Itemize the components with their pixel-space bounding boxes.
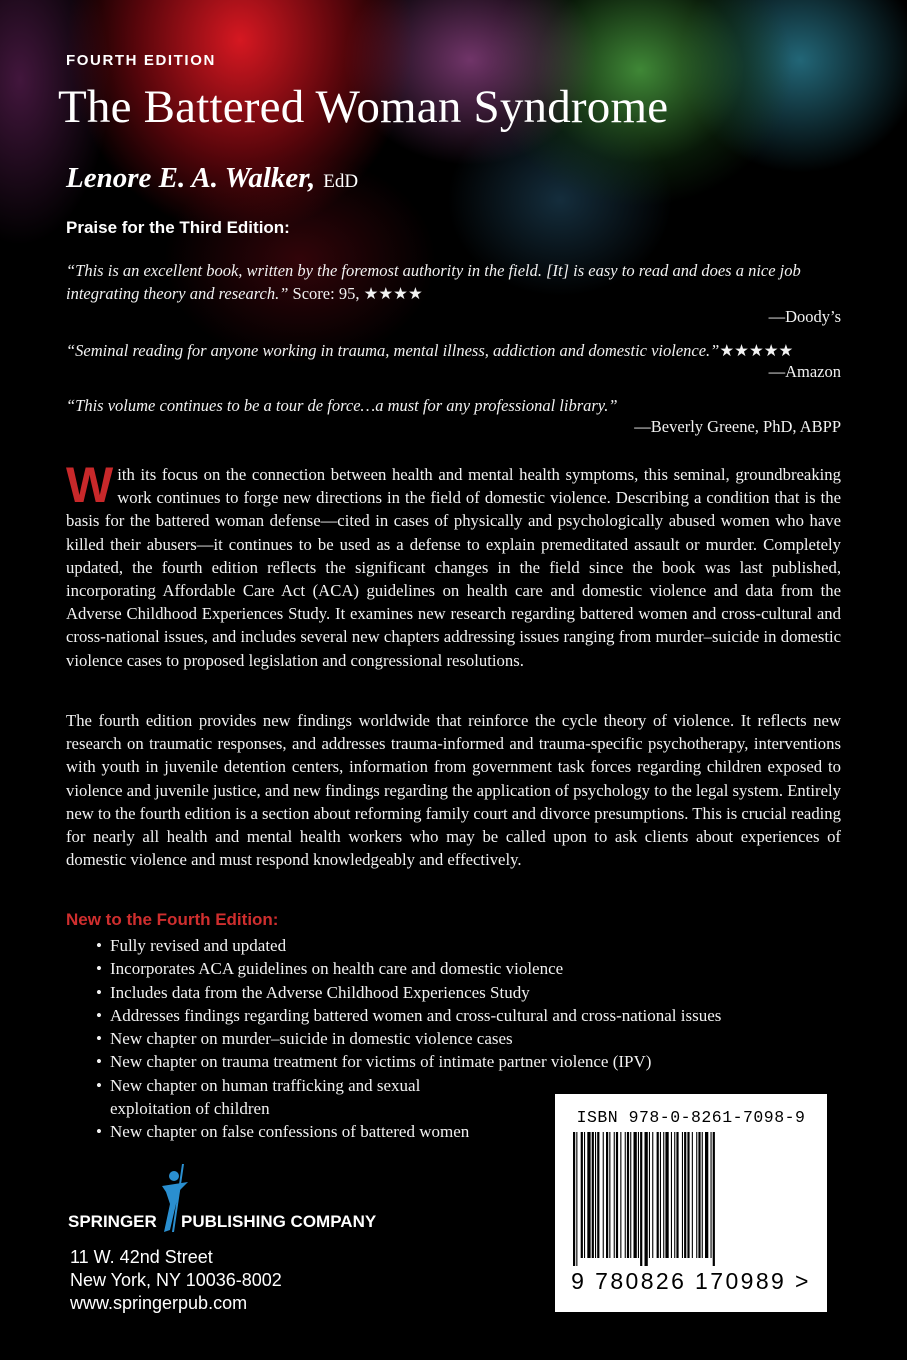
review-quote bbox=[66, 339, 842, 362]
list-item: • New chapter on false confessions of battered women bbox=[96, 1120, 856, 1143]
quote-source: —Amazon bbox=[768, 362, 841, 381]
author-credential: EdD bbox=[323, 171, 359, 192]
barcode-bar bbox=[597, 1132, 599, 1258]
barcode-bar bbox=[674, 1132, 675, 1258]
barcode-bar bbox=[584, 1132, 585, 1258]
barcode-bar bbox=[640, 1132, 642, 1266]
list-item: • Fully revised and updated bbox=[96, 934, 856, 957]
isbn-label: ISBN 978-0-8261-7098-9 bbox=[576, 1108, 806, 1127]
barcode-bar bbox=[698, 1132, 700, 1258]
list-item: • Addresses findings regarding battered women and cross-cultural and cross-national issues bbox=[96, 1004, 856, 1027]
quote-text: “Seminal reading for anyone working in trauma, mental illness, addiction and domestic violence.” bbox=[66, 341, 720, 360]
publisher-address bbox=[70, 1246, 282, 1315]
barcode-bar bbox=[606, 1132, 608, 1258]
barcode-bar bbox=[705, 1132, 708, 1258]
barcode-bar bbox=[660, 1132, 661, 1258]
drop-cap: W bbox=[66, 457, 114, 513]
barcode-bar bbox=[603, 1132, 604, 1258]
barcode-bar bbox=[630, 1132, 631, 1258]
barcode-bar bbox=[581, 1132, 583, 1258]
quote-source: —Beverly Greene, PhD, ABPP bbox=[634, 417, 841, 436]
barcode-bar bbox=[625, 1132, 626, 1258]
barcode-bar bbox=[663, 1132, 664, 1258]
barcode-bar bbox=[634, 1132, 637, 1258]
barcode-bar bbox=[711, 1132, 712, 1258]
barcode-bar bbox=[696, 1132, 697, 1258]
quote-source: —Doody’s bbox=[768, 307, 841, 326]
barcode-bar bbox=[614, 1132, 615, 1258]
barcode-bars bbox=[573, 1132, 809, 1266]
barcode-bar bbox=[649, 1132, 650, 1258]
barcode-bar bbox=[638, 1132, 639, 1258]
author-name: Lenore E. A. Walker, bbox=[66, 162, 316, 194]
barcode-bar bbox=[595, 1132, 596, 1258]
publisher-name-left: SPRINGER bbox=[68, 1212, 157, 1231]
list-item: • New chapter on trauma treatment for victims of intimate partner violence (IPV) bbox=[96, 1050, 856, 1073]
book-title: The Battered Woman Syndrome bbox=[58, 81, 669, 133]
list-item: • Includes data from the Adverse Childhood Experiences Study bbox=[96, 981, 856, 1004]
barcode-bar bbox=[592, 1132, 594, 1258]
quote-text: “This volume continues to be a tour de force…a must for any professional library.” bbox=[66, 396, 618, 415]
list-item: • New chapter on murder–suicide in domestic violence cases bbox=[96, 1027, 856, 1050]
barcode-bar bbox=[682, 1132, 683, 1258]
barcode-bar bbox=[652, 1132, 653, 1258]
barcode-bar bbox=[665, 1132, 668, 1258]
description-paragraph-1 bbox=[66, 457, 841, 672]
barcode-bar bbox=[576, 1132, 577, 1266]
barcode-bar bbox=[676, 1132, 678, 1258]
barcode-bar bbox=[657, 1132, 659, 1258]
author-line bbox=[66, 162, 358, 195]
publisher-name-right: PUBLISHING COMPANY bbox=[181, 1212, 377, 1231]
barcode-bar bbox=[702, 1132, 703, 1258]
paragraph-text: ith its focus on the connection between health and mental health symptoms, this seminal, groundbreaking work continues to forge new directions in the field of domestic violence. Describing a condition that is the basis for the battered woman defense—cited in cases of physically and psychologically abused women who have killed their abusers—it continues to be used as a defense to explain premeditated assault or murder. Completely updated, the fourth edition reflects the significant changes in the field since the book was last published, incorporating Affordable Care Act (ACA) guidelines on health care and domestic violence and data from the Adverse Childhood Experiences Study. It examines new research regarding battered women and cross-cultural and cross-national issues, and includes several new chapters addressing issues ranging from murder–suicide in domestic violence cases to proposed legislation and congressional resolutions. bbox=[66, 465, 841, 670]
address-line: 11 W. 42nd Street bbox=[70, 1247, 213, 1267]
address-line: New York, NY 10036-8002 bbox=[70, 1270, 282, 1290]
barcode-bar bbox=[687, 1132, 689, 1258]
barcode-bar bbox=[684, 1132, 686, 1258]
barcode-bar bbox=[692, 1132, 693, 1258]
new-features-heading: New to the Fourth Edition: bbox=[66, 910, 279, 929]
barcode-bar bbox=[671, 1132, 672, 1258]
barcode-bar bbox=[645, 1132, 648, 1266]
quote-text: “This is an excellent book, written by the foremost authority in the field. [It] is easy to read and does a nice job integrating theory and research.” bbox=[66, 261, 801, 303]
barcode-bar bbox=[573, 1132, 575, 1266]
barcode-bar bbox=[616, 1132, 618, 1258]
barcode-bar bbox=[609, 1132, 610, 1258]
praise-heading: Praise for the Third Edition: bbox=[66, 218, 290, 237]
list-item: • New chapter on human trafficking and sexual exploitation of children bbox=[96, 1074, 480, 1121]
ean-digits: 9 780826 170989 > bbox=[571, 1268, 811, 1294]
quote-rating: ★★★★★ bbox=[719, 341, 794, 360]
barcode-bar bbox=[587, 1132, 590, 1258]
review-quote bbox=[66, 394, 842, 417]
review-quote bbox=[66, 259, 842, 305]
isbn-barcode bbox=[555, 1094, 827, 1312]
list-item: • Incorporates ACA guidelines on health care and domestic violence bbox=[96, 957, 856, 980]
description-paragraph-2: The fourth edition provides new findings worldwide that reinforce the cycle theory of violence. It reflects new research on traumatic responses, and addresses trauma-informed and trauma-specific psychotherapy, interventions with youth in juvenile detention centers, information from government task forces regarding children exposed to violence and juvenile justice, and new findings regarding the application of psychology to the legal system. Entirely new to the fourth edition is a section about reforming family court and divorce presumptions. This is crucial reading for nearly all health and mental health workers who may be called upon to ask clients about experiences of domestic violence and must respond knowledgeably and effectively. bbox=[66, 711, 841, 870]
barcode-bar bbox=[627, 1132, 629, 1258]
barcode-bar bbox=[620, 1132, 621, 1258]
barcode-bar bbox=[713, 1132, 715, 1266]
publisher-website: www.springerpub.com bbox=[70, 1293, 248, 1313]
quote-rating: Score: 95, ★★★★ bbox=[288, 284, 423, 303]
edition-label: FOURTH EDITION bbox=[66, 52, 216, 69]
